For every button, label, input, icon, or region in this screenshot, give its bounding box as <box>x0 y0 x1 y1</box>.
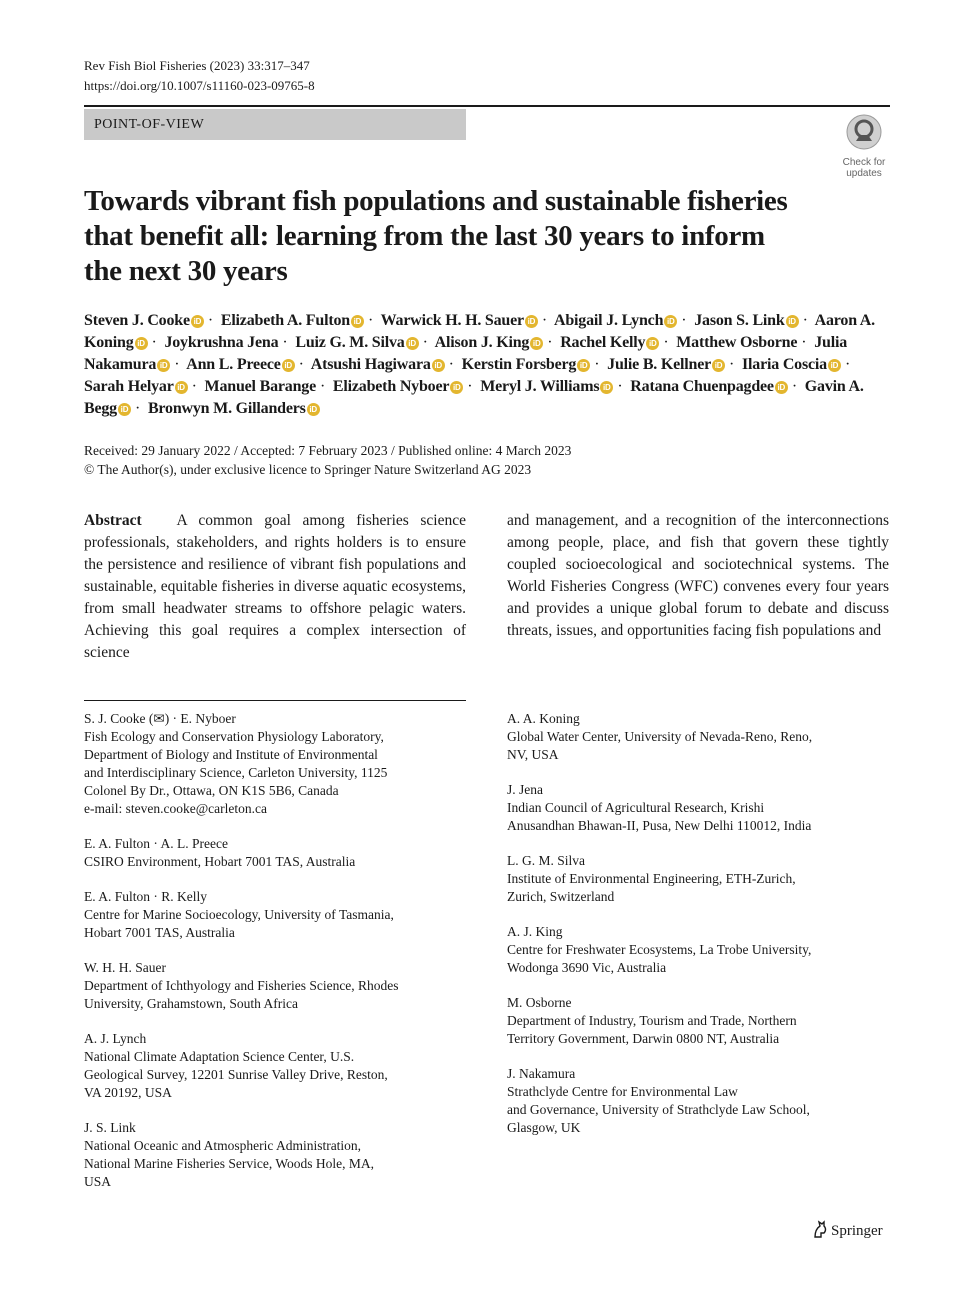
author-name[interactable]: Aaron A. Koning <box>84 312 875 351</box>
check-updates-line1: Check for <box>842 157 886 168</box>
author-name[interactable]: Elizabeth Nyboer <box>332 378 450 395</box>
affiliation-block <box>84 1119 444 1191</box>
affiliation-line: Strathclyde Centre for Environmental Law <box>507 1084 738 1099</box>
orcid-icon[interactable]: iD <box>351 315 364 328</box>
author-separator: · <box>541 312 548 329</box>
check-for-updates-badge[interactable] <box>838 114 890 179</box>
affiliation-authors: W. H. H. Sauer <box>84 960 166 975</box>
orcid-icon[interactable]: iD <box>786 315 799 328</box>
affiliation-line: VA 20192, USA <box>84 1085 172 1100</box>
affiliation-line: Department of Biology and Institute of Environmental <box>84 747 378 762</box>
title-line-3: the next 30 years <box>84 255 288 287</box>
title-line-2: that benefit all: learning from the last 30 years to inform <box>84 220 765 252</box>
author-separator: · <box>802 312 808 329</box>
author-name[interactable]: Warwick H. H. Sauer <box>380 312 524 329</box>
author-list <box>84 310 894 420</box>
affiliation-authors: M. Osborne <box>507 995 572 1010</box>
author-name[interactable]: Elizabeth A. Fulton <box>220 312 350 329</box>
orcid-icon[interactable]: iD <box>406 337 419 350</box>
affiliation-authors: J. Jena <box>507 782 543 797</box>
author-name[interactable]: Meryl J. Williams <box>480 378 600 395</box>
affiliation-line: Hobart 7001 TAS, Australia <box>84 925 235 940</box>
orcid-icon[interactable]: iD <box>530 337 543 350</box>
affiliation-authors: S. J. Cooke (✉) · E. Nyboer <box>84 711 236 726</box>
author-separator: · <box>448 356 454 373</box>
springer-horse-icon <box>812 1220 828 1238</box>
affiliation-line: CSIRO Environment, Hobart 7001 TAS, Australia <box>84 854 356 869</box>
affiliation-block <box>84 959 444 1013</box>
affiliation-line: University, Grahamstown, South Africa <box>84 996 298 1011</box>
author-name[interactable]: Kerstin Forsberg <box>461 356 577 373</box>
author-name[interactable]: Julia Nakamura <box>84 334 848 373</box>
author-separator: · <box>681 312 687 329</box>
author-separator: · <box>151 334 157 351</box>
check-updates-icon <box>846 114 882 150</box>
author-name[interactable]: Joykrushna Jena <box>164 334 279 351</box>
orcid-icon[interactable]: iD <box>175 381 188 394</box>
author-separator: · <box>367 312 374 329</box>
abstract-right-column <box>507 510 889 642</box>
author-name[interactable]: Sarah Helyar <box>84 378 174 395</box>
affiliation-block <box>84 710 444 818</box>
header-rule <box>84 105 890 107</box>
orcid-icon[interactable]: iD <box>191 315 204 328</box>
affiliations-left <box>84 710 444 1208</box>
check-updates-line2: updates <box>846 168 882 179</box>
abstract-left-column <box>84 510 466 664</box>
affiliation-authors: E. A. Fulton · A. L. Preece <box>84 836 228 851</box>
affiliation-authors: L. G. M. Silva <box>507 853 586 868</box>
author-name[interactable]: Luiz G. M. Silva <box>295 334 405 351</box>
title-line-1: Towards vibrant fish populations and sustainable fisheries <box>84 185 788 217</box>
author-separator: · <box>801 334 807 351</box>
author-name[interactable]: Manuel Barange <box>204 378 316 395</box>
affiliation-line: Institute of Environmental Engineering, ETH-Zurich, <box>507 871 796 886</box>
author-separator: · <box>594 356 600 373</box>
affiliation-authors: A. J. Lynch <box>84 1031 147 1046</box>
author-separator: · <box>174 356 180 373</box>
affiliation-block <box>84 835 444 871</box>
section-label: POINT-OF-VIEW <box>84 109 466 140</box>
author-separator: · <box>547 334 553 351</box>
affiliation-block <box>507 781 867 835</box>
orcid-icon[interactable]: iD <box>525 315 538 328</box>
journal-header <box>84 56 315 96</box>
article-title <box>84 184 844 289</box>
orcid-icon[interactable]: iD <box>157 359 170 372</box>
affiliation-line: National Climate Adaptation Science Center, U.S. <box>84 1049 355 1064</box>
affiliation-authors: A. J. King <box>507 924 563 939</box>
author-separator: · <box>791 378 797 395</box>
affiliation-authors: A. A. Koning <box>507 711 580 726</box>
journal-citation: Rev Fish Biol Fisheries (2023) 33:317–347 <box>84 58 310 73</box>
affiliation-block <box>507 994 867 1048</box>
author-name[interactable]: Rachel Kelly <box>560 334 646 351</box>
affiliation-line: Department of Industry, Tourism and Trade, Northern <box>507 1013 797 1028</box>
affiliation-line: Geological Survey, 12201 Sunrise Valley Drive, Reston, <box>84 1067 388 1082</box>
orcid-icon[interactable]: iD <box>775 381 788 394</box>
affiliation-block <box>507 710 867 764</box>
publisher-footer <box>812 1220 883 1242</box>
affiliation-line: Zurich, Switzerland <box>507 889 615 904</box>
author-separator: · <box>282 334 288 351</box>
affiliation-line: National Marine Fisheries Service, Woods Hole, MA, <box>84 1156 374 1171</box>
doi-link[interactable]: https://doi.org/10.1007/s11160-023-09765-8 <box>84 78 315 93</box>
author-separator: · <box>191 378 197 395</box>
orcid-icon[interactable]: iD <box>432 359 445 372</box>
author-separator: · <box>467 378 473 395</box>
affiliation-line: Centre for Marine Socioecology, University of Tasmania, <box>84 907 394 922</box>
affiliation-block <box>507 852 867 906</box>
author-separator: · <box>844 356 851 373</box>
affiliation-line: Territory Government, Darwin 0800 NT, Australia <box>507 1031 780 1046</box>
author-separator: · <box>319 378 326 395</box>
abstract-heading: Abstract <box>84 512 142 529</box>
affiliation-authors: J. S. Link <box>84 1120 136 1135</box>
affiliation-line: and Governance, University of Strathclyde Law School, <box>507 1102 810 1117</box>
affiliation-authors: E. A. Fulton · R. Kelly <box>84 889 208 904</box>
dates-line: Received: 29 January 2022 / Accepted: 7 February 2023 / Published online: 4 March 2023 <box>84 443 572 458</box>
orcid-icon[interactable]: iD <box>450 381 463 394</box>
author-name[interactable]: Alison J. King <box>434 334 530 351</box>
affiliation-line: Fish Ecology and Conservation Physiology Laboratory, <box>84 729 384 744</box>
affiliation-line: Colonel By Dr., Ottawa, ON K1S 5B6, Canada <box>84 783 339 798</box>
author-separator: · <box>207 312 214 329</box>
affiliation-block <box>507 923 867 977</box>
author-name[interactable]: Ann L. Preece <box>186 356 281 373</box>
affiliation-block <box>84 1030 444 1102</box>
author-separator: · <box>298 356 304 373</box>
copyright-line: © The Author(s), under exclusive licence to Springer Nature Switzerland AG 2023 <box>84 462 532 477</box>
affiliation-authors: J. Nakamura <box>507 1066 576 1081</box>
author-name[interactable]: Ilaria Coscia <box>742 356 827 373</box>
affiliation-line: and Interdisciplinary Science, Carleton University, 1125 <box>84 765 388 780</box>
orcid-icon[interactable]: iD <box>664 315 677 328</box>
orcid-icon[interactable]: iD <box>712 359 725 372</box>
author-name[interactable]: Julie B. Kellner <box>607 356 712 373</box>
publication-dates <box>84 441 571 479</box>
author-name[interactable]: Gavin A. Begg <box>84 378 864 417</box>
author-name[interactable]: Abigail J. Lynch <box>553 312 664 329</box>
author-separator: · <box>617 378 623 395</box>
author-separator: · <box>663 334 669 351</box>
author-name[interactable]: Matthew Osborne <box>676 334 798 351</box>
orcid-icon[interactable]: iD <box>828 359 841 372</box>
orcid-icon[interactable]: iD <box>282 359 295 372</box>
author-name[interactable]: Ratana Chuenpagdee <box>630 378 774 395</box>
affiliations-right <box>507 710 867 1154</box>
affiliation-line: Indian Council of Agricultural Research, Krishi <box>507 800 765 815</box>
abstract-text-left: A common goal among fisheries science professionals, stakeholders, and rights holders is to ensure the persistence and resilience of vibrant fish populations and sustainable, equitable fisheries in diverse aquatic ecosystems, from small headwater streams to offshore pelagic waters. Achieving this goal requires a complex intersection of science <box>84 512 466 661</box>
affiliation-line: Global Water Center, University of Nevada-Reno, Reno, <box>507 729 813 744</box>
affiliation-line: Wodonga 3690 Vic, Australia <box>507 960 667 975</box>
author-email[interactable]: e-mail: steven.cooke@carleton.ca <box>84 801 267 816</box>
orcid-icon[interactable]: iD <box>646 337 659 350</box>
affiliation-line: National Oceanic and Atmospheric Administration, <box>84 1138 362 1153</box>
affiliation-line: USA <box>84 1174 112 1189</box>
orcid-icon[interactable]: iD <box>577 359 590 372</box>
affiliation-block <box>84 888 444 942</box>
affiliation-line: Centre for Freshwater Ecosystems, La Trobe University, <box>507 942 812 957</box>
affiliation-line: NV, USA <box>507 747 559 762</box>
author-name[interactable]: Steven J. Cooke <box>84 312 190 329</box>
author-separator: · <box>134 400 141 417</box>
abstract-text-right: and management, and a recognition of the interconnections among people, place, and fish that govern these tightly coupled socioecological and sociotechnical systems. The World Fisheries Congress (WFC) convenes every four years and provides a unique global forum to debate and discuss threats, issues, and opportunities facing fish populations and <box>507 512 889 639</box>
orcid-icon[interactable]: iD <box>307 403 320 416</box>
publisher-name: Springer <box>831 1223 883 1239</box>
author-separator: · <box>422 334 428 351</box>
affiliations-rule <box>84 700 466 701</box>
affiliation-block <box>507 1065 867 1137</box>
author-name[interactable]: Bronwyn M. Gillanders <box>147 400 306 417</box>
affiliation-line: Department of Ichthyology and Fisheries Science, Rhodes <box>84 978 399 993</box>
author-name[interactable]: Atsushi Hagiwara <box>310 356 431 373</box>
affiliation-line: Anusandhan Bhawan-II, Pusa, New Delhi 110012, India <box>507 818 812 833</box>
orcid-icon[interactable]: iD <box>600 381 613 394</box>
affiliation-line: Glasgow, UK <box>507 1120 581 1135</box>
orcid-icon[interactable]: iD <box>135 337 148 350</box>
author-separator: · <box>729 356 735 373</box>
author-name[interactable]: Jason S. Link <box>694 312 785 329</box>
orcid-icon[interactable]: iD <box>118 403 131 416</box>
